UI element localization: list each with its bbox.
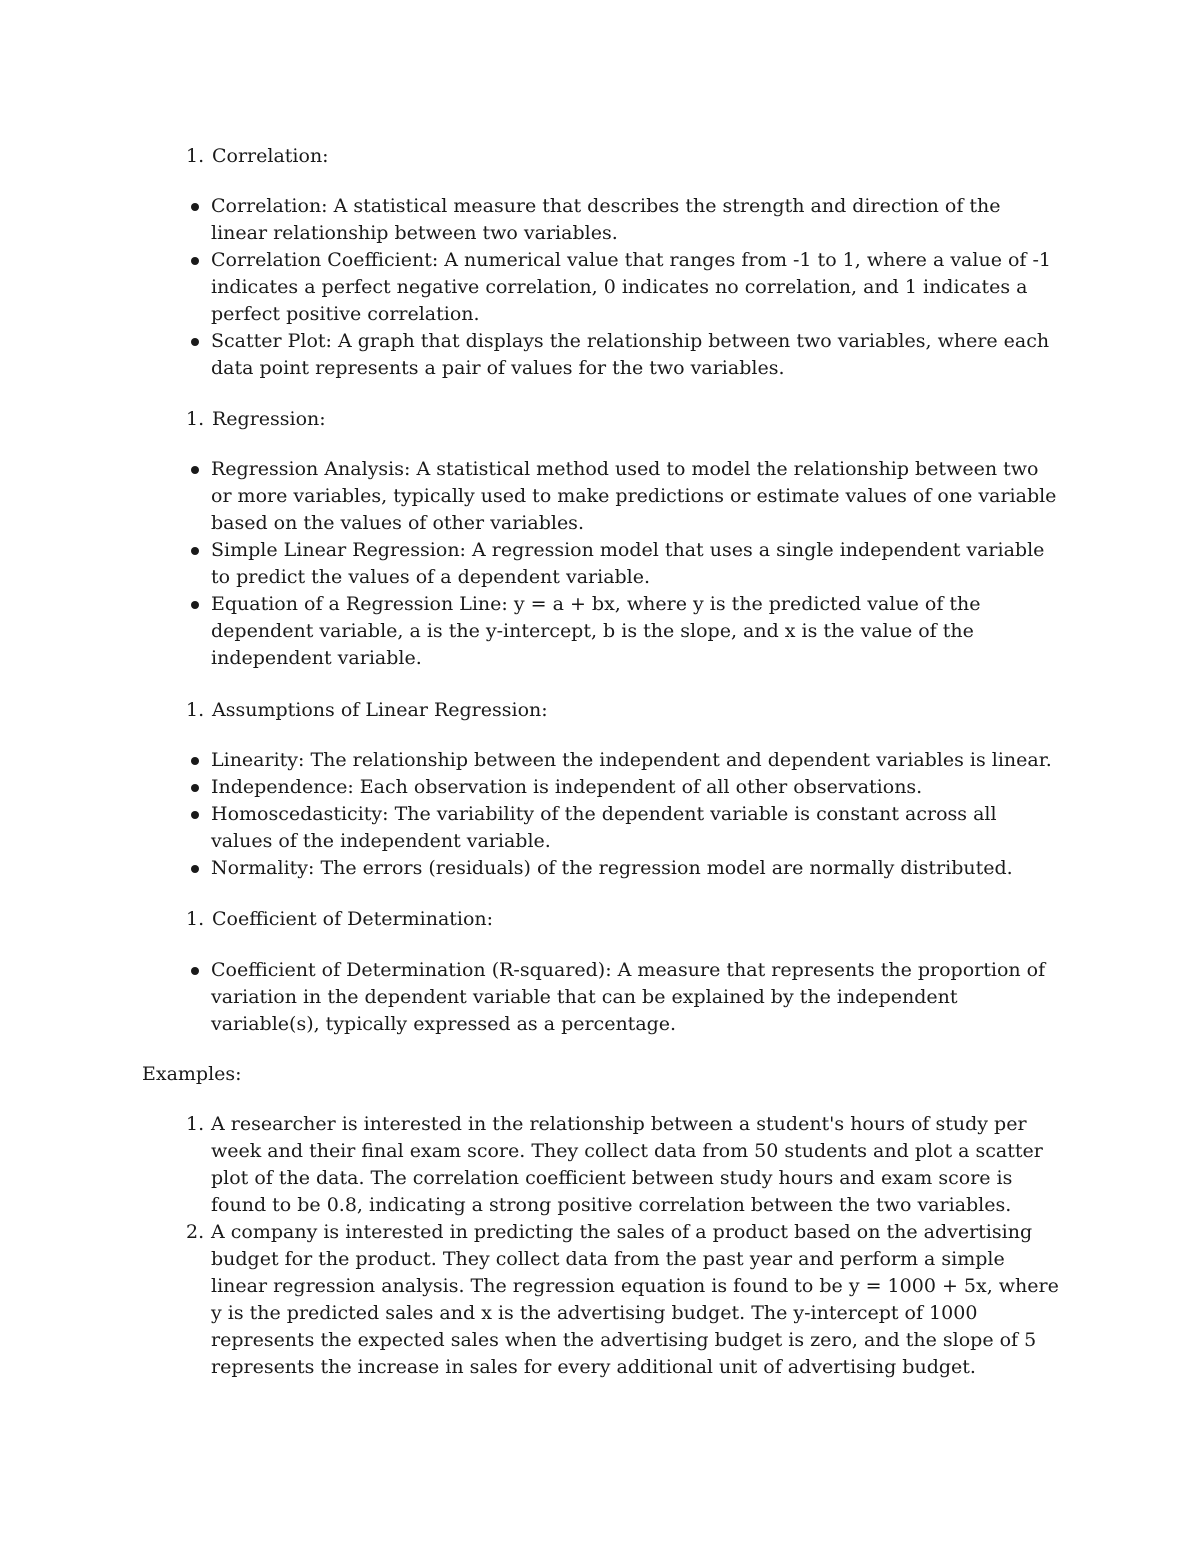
- assumptions-bullet-list: [211, 747, 1061, 882]
- bullet-icon: [191, 203, 199, 211]
- examples-heading: Examples:: [142, 1063, 242, 1085]
- section-number: 1.: [186, 408, 205, 430]
- list-item: [211, 247, 1061, 328]
- bullet-icon: [191, 466, 199, 474]
- example-text: A company is interested in predicting the sales of a product based on the advertising budget for the product. They collect data from the past year and perform a simple linear regression analysis. The regression equation is found to be y = 1000 + 5x, where y is the predicted sales and x is the advertising budget. The y-intercept of 1000 represents the expected sales when the advertising budget is zero, and the slope of 5 represents the increase in sales for every additional unit of advertising budget.: [211, 1221, 1059, 1378]
- section-heading-correlation: [186, 143, 1086, 170]
- correlation-bullet-list: [211, 193, 1061, 382]
- section-number: 1.: [186, 145, 205, 167]
- list-item: [211, 957, 1061, 1038]
- bullet-icon: [191, 338, 199, 346]
- list-item-text: Normality: The errors (residuals) of the regression model are normally distributed.: [211, 857, 1013, 879]
- list-item: [211, 801, 1061, 855]
- bullet-icon: [191, 257, 199, 265]
- list-item-text: Correlation: A statistical measure that describes the strength and direction of the linear relationship between two variables.: [211, 195, 1001, 244]
- list-item-text: Homoscedasticity: The variability of the dependent variable is constant across all values of the independent variable.: [211, 803, 997, 852]
- list-item-text: Correlation Coefficient: A numerical value that ranges from -1 to 1, where a value of -1 indicates a perfect negative correlation, 0 indicates no correlation, and 1 indicates a perfect positive correlation.: [211, 249, 1051, 325]
- bullet-icon: [191, 547, 199, 555]
- example-text: A researcher is interested in the relationship between a student's hours of study per week and their final exam score. They collect data from 50 students and plot a scatter plot of the data. The correlation coefficient between study hours and exam score is found to be 0.8, indicating a strong positive correlation between the two variables.: [211, 1113, 1043, 1216]
- section-heading-coefficient-of-determination: [186, 906, 1086, 933]
- list-item: [211, 537, 1061, 591]
- section-number: 1.: [186, 908, 205, 930]
- bullet-icon: [191, 757, 199, 765]
- example-item: [186, 1219, 1061, 1381]
- list-item-text: Simple Linear Regression: A regression model that uses a single independent variable to predict the values of a dependent variable.: [211, 539, 1045, 588]
- section-title: Correlation:: [212, 145, 329, 167]
- list-item: [211, 591, 1061, 672]
- bullet-icon: [191, 601, 199, 609]
- list-item: [211, 774, 1061, 801]
- section-number: 1.: [186, 699, 205, 721]
- section-heading-regression: [186, 406, 1086, 433]
- list-item: [211, 747, 1061, 774]
- section-title: Assumptions of Linear Regression:: [212, 699, 548, 721]
- section-title: Coefficient of Determination:: [212, 908, 494, 930]
- list-item-text: Independence: Each observation is independent of all other observations.: [211, 776, 923, 798]
- list-item: [211, 456, 1061, 537]
- regression-bullet-list: [211, 456, 1061, 672]
- example-item: [186, 1111, 1061, 1219]
- list-item-text: Equation of a Regression Line: y = a + bx, where y is the predicted value of the dependent variable, a is the y-intercept, b is the slope, and x is the value of the independent variable.: [211, 593, 981, 669]
- section-title: Regression:: [212, 408, 326, 430]
- example-number: 1.: [186, 1113, 205, 1135]
- bullet-icon: [191, 865, 199, 873]
- list-item-text: Linearity: The relationship between the independent and dependent variables is linear.: [211, 749, 1052, 771]
- section-heading-assumptions: [186, 697, 1086, 724]
- bullet-icon: [191, 967, 199, 975]
- examples-list: [186, 1111, 1061, 1381]
- bullet-icon: [191, 811, 199, 819]
- list-item-text: Scatter Plot: A graph that displays the relationship between two variables, where each data point represents a pair of values for the two variables.: [211, 330, 1050, 379]
- list-item: [211, 328, 1061, 382]
- list-item-text: Regression Analysis: A statistical method used to model the relationship between two or more variables, typically used to make predictions or estimate values of one variable based on the values of other variables.: [211, 458, 1057, 534]
- coefficient-bullet-list: [211, 957, 1061, 1038]
- example-number: 2.: [186, 1221, 205, 1243]
- list-item: [211, 855, 1061, 882]
- bullet-icon: [191, 784, 199, 792]
- list-item-text: Coefficient of Determination (R-squared): A measure that represents the proportion of variation in the dependent variable that can be explained by the independent variable(s), typically expressed as a percentage.: [211, 959, 1046, 1035]
- list-item: [211, 193, 1061, 247]
